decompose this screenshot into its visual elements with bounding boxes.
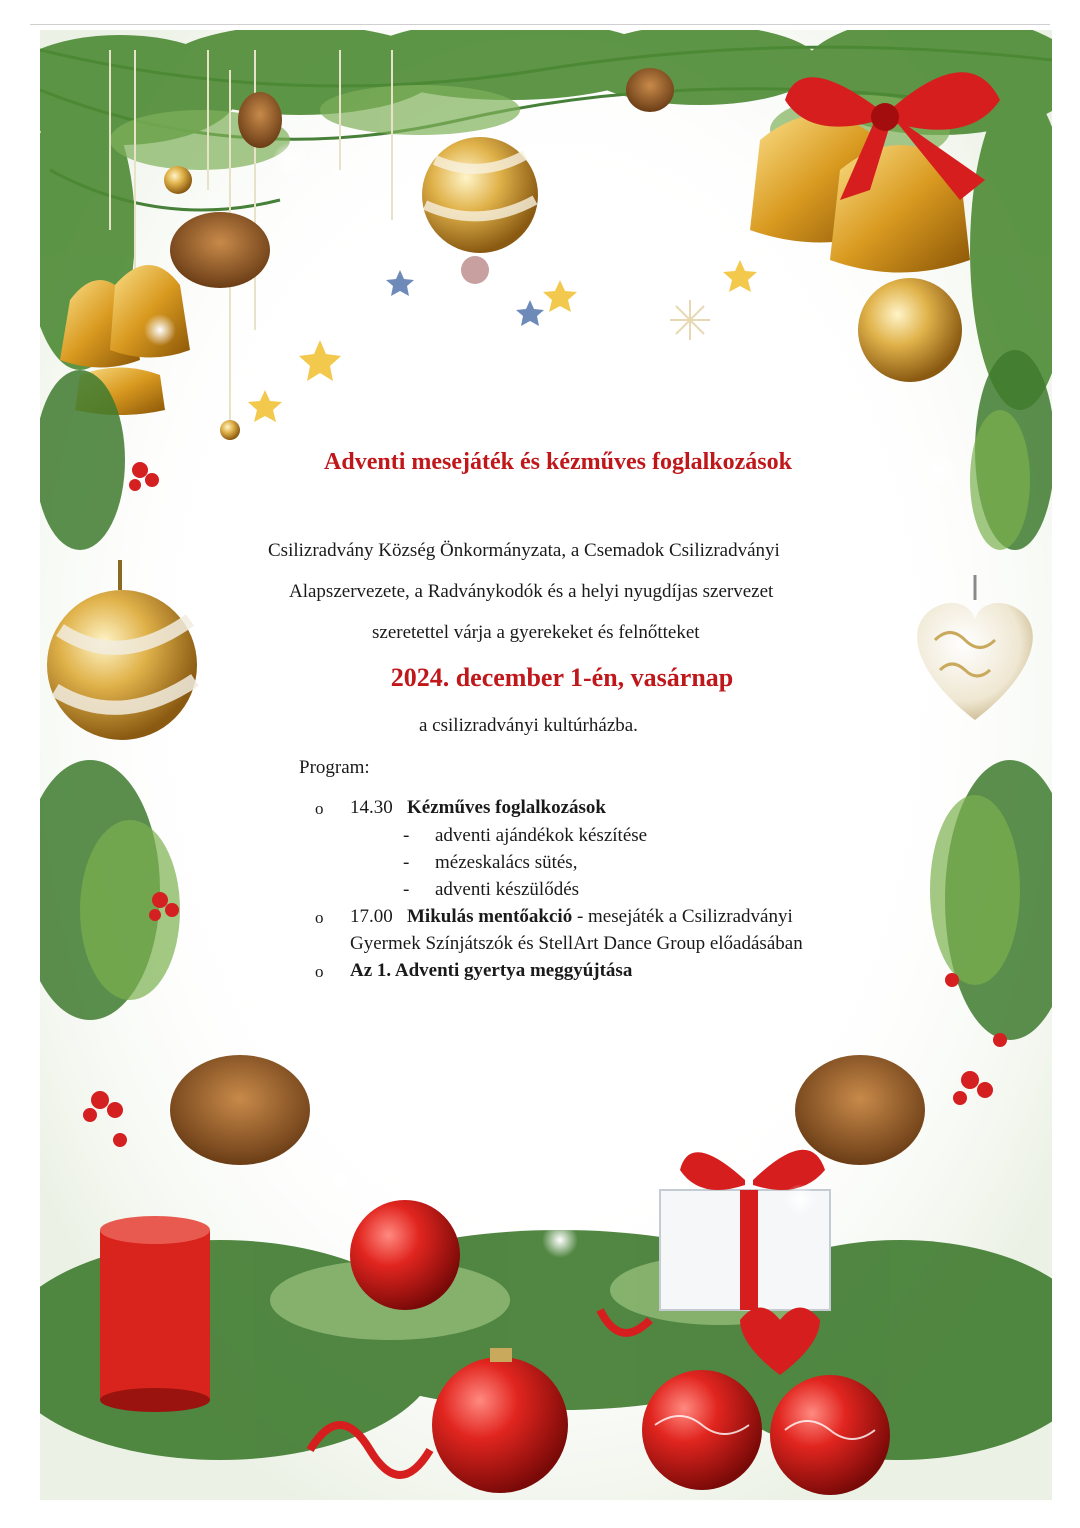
program-desc-line-2: Gyermek Színjátszók és StellArt Dance Group előadásában [350,933,803,954]
program-time: 14.30 [350,797,393,818]
event-date: 2024. december 1-én, vasárnap [390,663,734,692]
program-desc: - mesejáték a Csilizradványi [576,906,793,927]
intro-line-2: Alapszervezete, a Radványkodók és a helyi nyugdíjas szervezet [289,581,774,602]
program-subitem: mézeskalács sütés, [435,852,578,873]
venue: a csilizradványi kultúrházba. [419,715,638,736]
bullet-marker: o [315,962,324,981]
flyer-title: Adventi mesejáték és kézműves foglalkozások [324,449,792,475]
dash-marker: - [403,879,410,900]
program-name: Mikulás mentőakció [407,906,573,927]
program-name: Kézműves foglalkozások [407,797,606,818]
program-time: 17.00 [350,906,393,927]
bullet-marker: o [315,799,324,818]
dash-marker: - [403,852,410,873]
program-subitem: adventi készülődés [435,879,580,900]
program-subitem: adventi ajándékok készítése [435,825,648,846]
program-item-3: Az 1. Adventi gyertya meggyújtása [350,960,633,981]
intro-line-1: Csilizradvány Község Önkormányzata, a Csemadok Csilizradványi [268,540,780,561]
program-item-2 [350,907,793,926]
program-label: Program: [299,757,370,778]
intro-line-3: szeretettel várja a gyerekeket és felnőtteket [372,622,700,643]
bullet-marker: o [315,908,324,927]
program-item-1 [350,798,606,817]
dash-marker: - [403,825,410,846]
